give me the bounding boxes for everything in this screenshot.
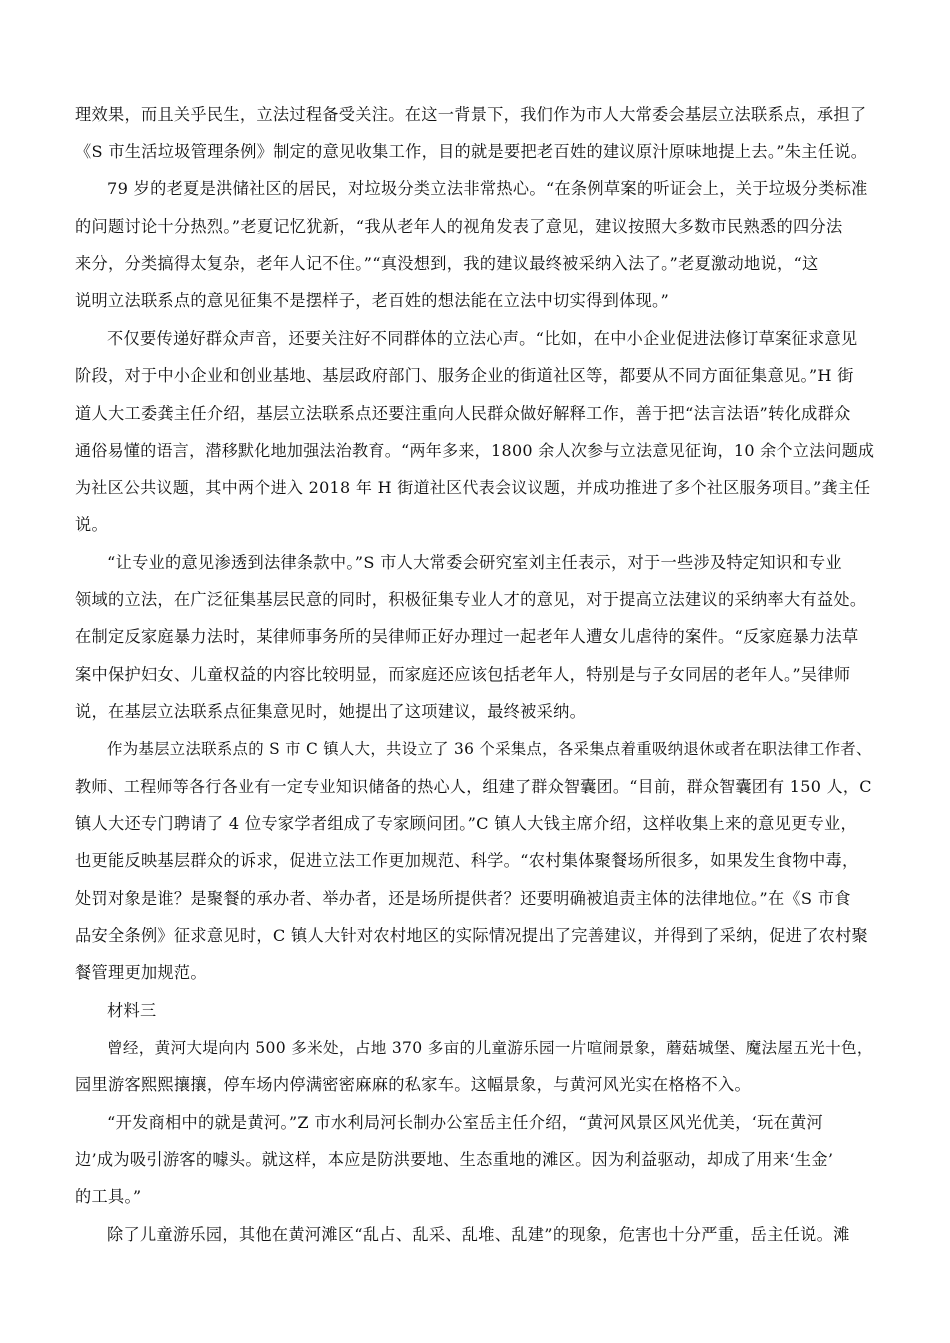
- paragraph-start: “让专业的意见渗透到法律条款中。”S 市人大常委会研究室刘主任表示，对于一些涉及特定知识和专业: [107, 553, 842, 572]
- paragraph-start: 曾经，黄河大堤向内 500 多米处，占地 370 多亩的儿童游乐园一片喧闹景象，蘑菇城堡、魔法屋五光十色，: [107, 1039, 873, 1057]
- paragraph-start: “开发商相中的就是黄河。”Z 市水利局河长制办公室岳主任介绍，“黄河风景区风光优美，‘玩在黄河: [107, 1113, 824, 1132]
- text-line: 的工具。”: [75, 1187, 142, 1206]
- text-line: 道人大工委龚主任介绍，基层立法联系点还要注重向人民群众做好解释工作，善于把“法言法语”转化成群众: [75, 404, 851, 423]
- section-heading: 材料三: [107, 1001, 157, 1020]
- text-line: 教师、工程师等各行各业有一定专业知识储备的热心人，组建了群众智囊团。“目前，群众智囊团有 150 人，C: [75, 777, 872, 796]
- text-line: 镇人大还专门聘请了 4 位专家学者组成了专家顾问团。”C 镇人大钱主席介绍，这样收集上来的意见更专业，: [75, 814, 858, 833]
- text-line: 处罚对象是谁？是聚餐的承办者、举办者，还是场所提供者？还要明确被追责主体的法律地位。”在《S 市食: [75, 889, 851, 908]
- text-line: 说，在基层立法联系点征集意见时，她提出了这项建议，最终被采纳。: [75, 702, 587, 721]
- text-line: 的问题讨论十分热烈。”老夏记忆犹新，“我从老年人的视角发表了意见，建议按照大多数市民熟悉的四分法: [75, 217, 843, 236]
- text-line: 领域的立法，在广泛征集基层民意的同时，积极征集专业人才的意见，对于提高立法建议的采纳率大有益处。: [75, 590, 867, 609]
- text-line: 《S 市生活垃圾管理条例》制定的意见收集工作，目的就是要把老百姓的建议原汁原味地提上去。”朱主任说。: [75, 142, 868, 161]
- paragraph-start: 除了儿童游乐园，其他在黄河滩区“乱占、乱采、乱堆、乱建”的现象，危害也十分严重，岳主任说。滩: [107, 1225, 850, 1244]
- text-line: 说。: [75, 515, 108, 534]
- text-line: 品安全条例》征求意见时，C 镇人大针对农村地区的实际情况提出了完善建议，并得到了采纳，促进了农村聚: [75, 926, 869, 945]
- text-line: 在制定反家庭暴力法时，某律师事务所的吴律师正好办理过一起老年人遭女儿虐待的案件。“反家庭暴力法草: [75, 627, 859, 646]
- text-line: 说明立法联系点的意见征集不是摆样子，老百姓的想法能在立法中切实得到体现。”: [75, 291, 670, 310]
- text-line: 案中保护妇女、儿童权益的内容比较明显，而家庭还应该包括老年人，特别是与子女同居的老年人。”吴律师: [75, 665, 851, 684]
- text-line: 通俗易懂的语言，潜移默化地加强法治教育。“两年多来，1800 余人次参与立法意见征询，10 余个立法问题成: [75, 441, 875, 460]
- text-line: 边’成为吸引游客的噱头。就这样，本应是防洪要地、生态重地的滩区。因为利益驱动，却成了用来‘生金’: [75, 1150, 834, 1169]
- text-line: 理效果，而且关乎民生，立法过程备受关注。在这一背景下，我们作为市人大常委会基层立法联系点，承担了: [75, 105, 867, 124]
- text-line: 也更能反映基层群众的诉求，促进立法工作更加规范、科学。“农村集体聚餐场所很多，如果发生食物中毒，: [75, 851, 859, 870]
- text-line: 餐管理更加规范。: [75, 963, 207, 982]
- text-line: 来分，分类搞得太复杂，老年人记不住。”“真没想到，我的建议最终被采纳入法了。”老夏激动地说，“这: [75, 254, 819, 273]
- paragraph-start: 79 岁的老夏是洪储社区的居民，对垃圾分类立法非常热心。“在条例草案的听证会上，关于垃圾分类标准: [107, 179, 868, 198]
- text-line: 为社区公共议题，其中两个进入 2018 年 H 街道社区代表会议议题，并成功推进了多个社区服务项目。”龚主任: [75, 478, 871, 497]
- text-line: 阶段，对于中小企业和创业基地、基层政府部门、服务企业的街道社区等，都要从不同方面征集意见。”H 街: [75, 366, 854, 385]
- paragraph-start: 不仅要传递好群众声音，还要关注好不同群体的立法心声。“比如，在中小企业促进法修订草案征求意见: [107, 329, 858, 348]
- paragraph-start: 作为基层立法联系点的 S 市 C 镇人大，共设立了 36 个采集点，各采集点着重吸纳退休或者在职法律工作者、: [107, 740, 872, 758]
- text-line: 园里游客熙熙攘攘，停车场内停满密密麻麻的私家车。这幅景象，与黄河风光实在格格不入。: [75, 1075, 751, 1094]
